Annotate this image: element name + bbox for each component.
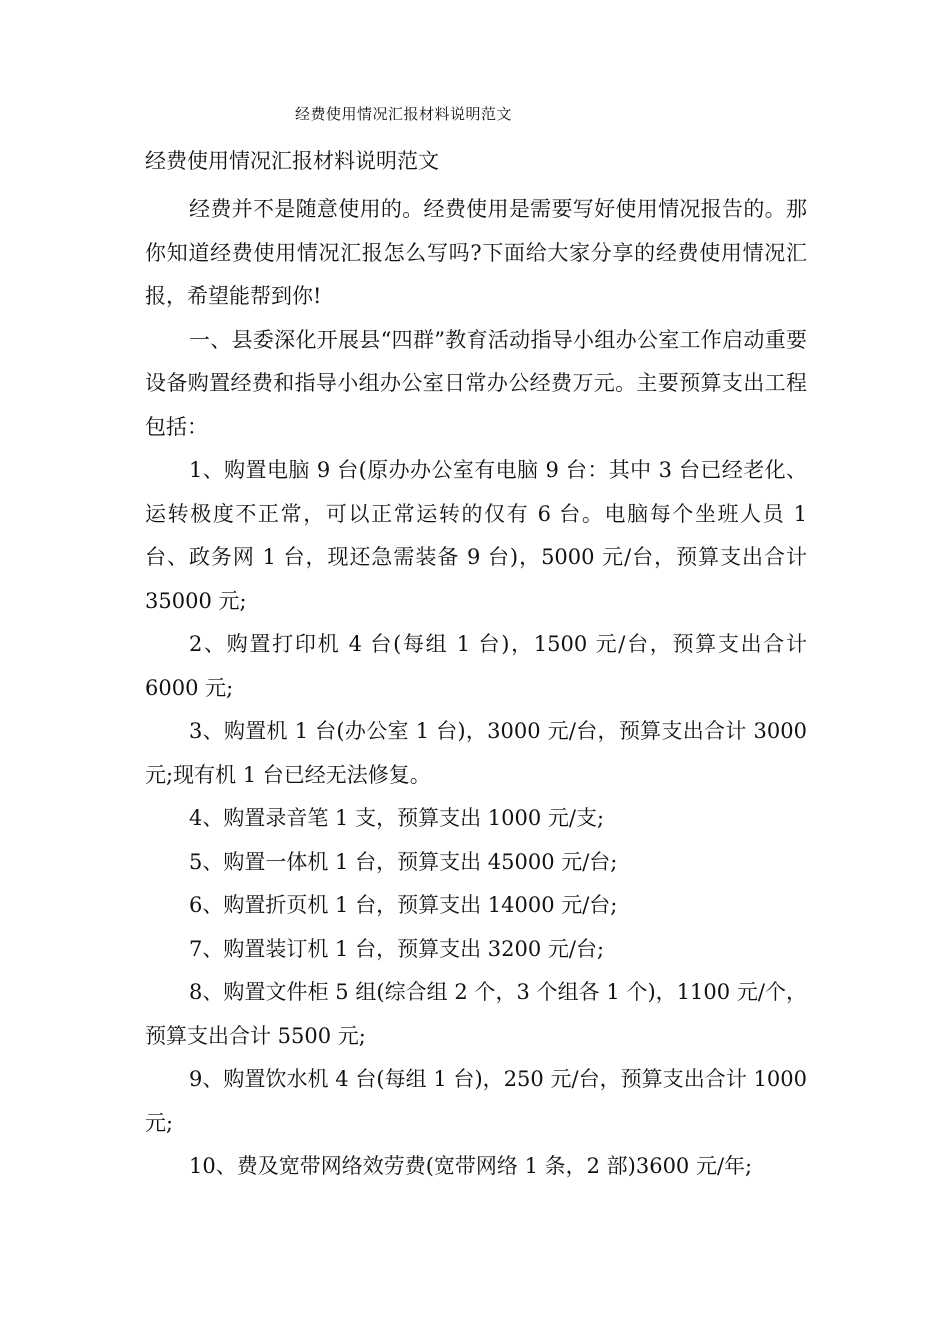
- section-one-paragraph: 一、县委深化开展县“四群”教育活动指导小组办公室工作启动重要设备购置经费和指导小组办公室日常办公经费万元。主要预算支出工程包括：: [145, 327, 807, 439]
- document-body: [145, 145, 807, 1189]
- list-item-8: 8、购置文件柜 5 组(综合组 2 个，3 个组各 1 个)，1100 元/个，预算支出合计 5500 元;: [145, 980, 807, 1048]
- running-header: 经费使用情况汇报材料说明范文: [295, 105, 513, 123]
- intro-paragraph: 经费并不是随意使用的。经费使用是需要写好使用情况报告的。那你知道经费使用情况汇报怎么写吗?下面给大家分享的经费使用情况汇报，希望能帮到你!: [145, 197, 807, 308]
- list-item-2: 2、购置打印机 4 台(每组 1 台)，1500 元/台，预算支出合计 6000 元;: [145, 632, 807, 700]
- list-item-4: 4、购置录音笔 1 支，预算支出 1000 元/支;: [189, 806, 605, 830]
- list-item-7: 7、购置装订机 1 台，预算支出 3200 元/台;: [189, 936, 605, 961]
- list-item-10: 10、费及宽带网络效劳费(宽带网络 1 条，2 部)3600 元/年;: [189, 1154, 753, 1178]
- list-item-1: 1、购置电脑 9 台(原办办公室有电脑 9 台：其中 3 台已经老化、运转极度不正常，可以正常运转的仅有 6 台。电脑每个坐班人员 1 台、政务网 1 台，现还急需装备 9 台)，5000 元/台，预算支出合计 35000 元;: [145, 458, 807, 613]
- list-item-9: 9、购置饮水机 4 台(每组 1 台)，250 元/台，预算支出合计 1000 元;: [145, 1067, 807, 1135]
- list-item-6: 6、购置折页机 1 台，预算支出 14000 元/台;: [189, 893, 618, 917]
- list-item-5: 5、购置一体机 1 台，预算支出 45000 元/台;: [189, 849, 618, 874]
- document-title: 经费使用情况汇报材料说明范文: [145, 149, 439, 173]
- list-item-3: 3、购置机 1 台(办公室 1 台)，3000 元/台，预算支出合计 3000 元;现有机 1 台已经无法修复。: [145, 719, 807, 787]
